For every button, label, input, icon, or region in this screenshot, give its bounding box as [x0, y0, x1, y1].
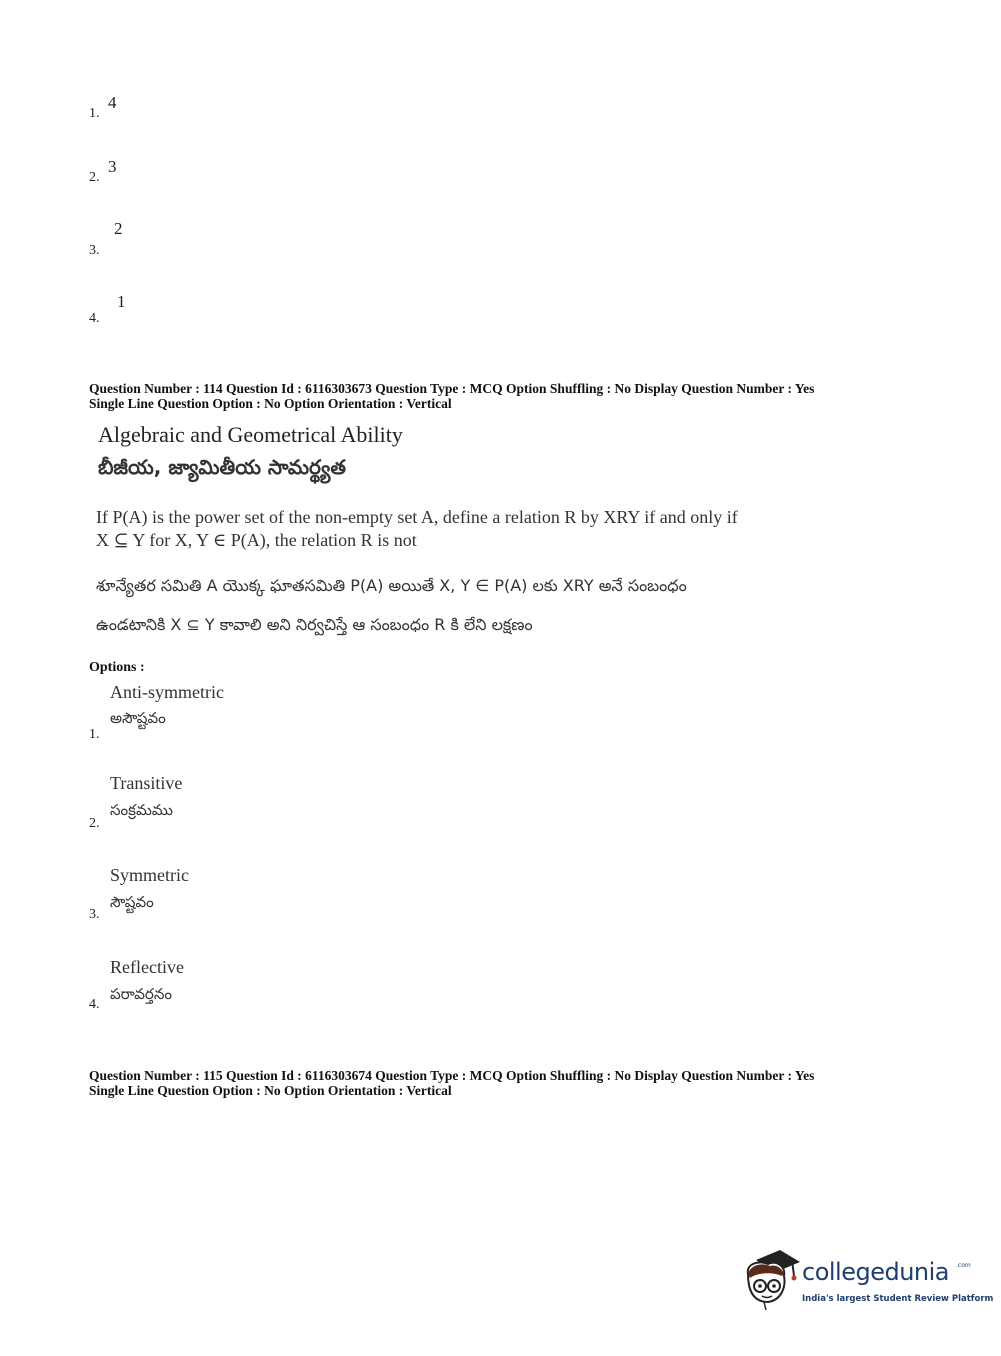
option-1-number: 1.: [89, 727, 100, 742]
question-text-te-line2: ఉండటానికి X ⊆ Y కావాలి అని నిర్వచిస్తే ఆ సంబంధం R కి లేని లక్షణం: [96, 615, 533, 634]
prev-option-4-number: 4.: [89, 311, 100, 326]
option-3-number: 3.: [89, 907, 100, 922]
logo-domain-suffix: .com: [956, 1262, 971, 1269]
mascot-icon: [742, 1248, 802, 1310]
option-4-text-en: Reflective: [110, 957, 184, 977]
question-text-en-line1: If P(A) is the power set of the non-empty set A, define a relation R by XRY if and only if: [96, 507, 738, 527]
options-label: Options :: [89, 660, 145, 675]
option-2-text-en: Transitive: [110, 773, 183, 793]
question-text-en-line2: X ⊆ Y for X, Y ∈ P(A), the relation R is not: [96, 530, 417, 550]
collegedunia-logo: [742, 1248, 994, 1318]
option-1-text-te: అసౌష్టవం: [110, 709, 166, 727]
option-3-text-te: సౌష్టవం: [110, 893, 154, 911]
prev-option-1-number: 1.: [89, 106, 100, 121]
prev-option-1-value: 4: [108, 93, 117, 112]
option-4-number: 4.: [89, 997, 100, 1012]
prev-option-2-value: 3: [108, 157, 117, 176]
option-2-number: 2.: [89, 816, 100, 831]
subject-title-en: Algebraic and Geometrical Ability: [98, 422, 403, 447]
question-text-te-line1: శూన్యేతర సమితి A యొక్క ఘాతసమితి P(A) అయితే X, Y ∈ P(A) లకు XRY అనే సంబంధం: [96, 576, 687, 595]
option-4-text-te: పరావర్తనం: [110, 985, 172, 1003]
subject-title-te: బీజీయ, జ్యామితీయ సామర్థ్యత: [98, 455, 346, 479]
prev-option-3-value: 2: [114, 219, 123, 238]
q115-meta-line1: Question Number : 115 Question Id : 6116303674 Question Type : MCQ Option Shuffling : No Display Question Number : Yes: [89, 1068, 815, 1083]
option-3-text-en: Symmetric: [110, 865, 189, 885]
q114-meta-line1: Question Number : 114 Question Id : 6116303673 Question Type : MCQ Option Shuffling : No Display Question Number : Yes: [89, 381, 815, 396]
logo-wordmark: collegedunia: [802, 1258, 950, 1286]
q114-meta-line2: Single Line Question Option : No Option Orientation : Vertical: [89, 396, 452, 411]
logo-tagline: India's largest Student Review Platform: [802, 1294, 994, 1304]
prev-option-3-number: 3.: [89, 243, 100, 258]
option-2-text-te: సంక్రమము: [110, 801, 173, 819]
q115-meta-line2: Single Line Question Option : No Option Orientation : Vertical: [89, 1083, 452, 1098]
option-1-text-en: Anti-symmetric: [110, 682, 224, 702]
prev-option-4-value: 1: [117, 292, 126, 311]
prev-option-2-number: 2.: [89, 170, 100, 185]
